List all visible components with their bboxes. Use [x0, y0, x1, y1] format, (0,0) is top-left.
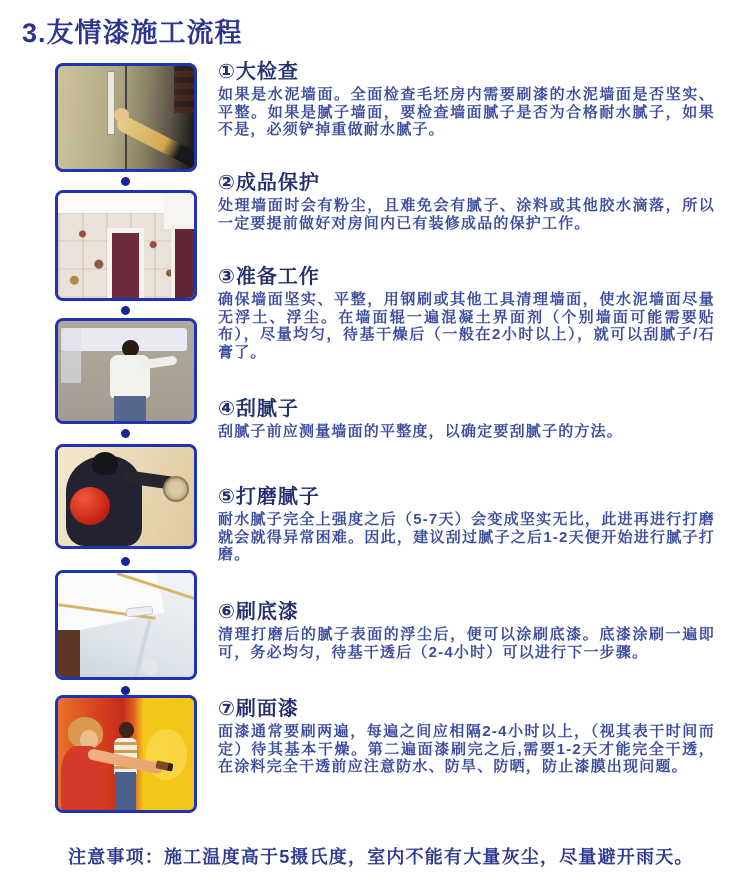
step-2-body: 处理墙面时会有粉尘，且难免会有腻子、涂料或其他胶水滴落，所以一定要提前做好对房间内已有装修成品的保护工作。: [218, 197, 715, 232]
worker-head: [92, 452, 118, 475]
flow-connector-dot: [121, 177, 130, 186]
step-3-heading: ③准备工作: [218, 266, 320, 288]
worker-jeans: [114, 396, 147, 421]
step-5-heading: ⑤打磨腻子: [218, 486, 320, 508]
room-protection-photo: [55, 190, 197, 301]
primer-patch: [61, 328, 81, 383]
step-1-body: 如果是水泥墙面。全面检查毛坯房内需要刷漆的水泥墙面是否坚实、平整。如果是腻子墙面，要检查墙面腻子是否为合格耐水腻子，如果不是，必须铲掉重做耐水腻子。: [218, 86, 715, 139]
flow-connector-dot: [121, 686, 130, 695]
step-7-heading: ⑦刷面漆: [218, 698, 299, 720]
step-4-heading: ④刮腻子: [218, 398, 299, 420]
page-title: 3.友情漆施工流程: [22, 18, 243, 48]
step-7-topcoat: [218, 697, 715, 776]
step-6-body: 清理打磨后的腻子表面的浮尘后，便可以涂刷底漆。底漆涂刷一遍即可，务必均匀，待基干透后（2-4小时）可以进行下一步骤。: [218, 626, 715, 661]
step-7-body: 面漆通常要刷两遍，每遍之间应相隔2-4小时以上，（视其表干时间而定）待其基本干燥。第二遍面漆刷完之后,需要1-2天才能完全干透，在涂料完全干透前应注意防水、防旱、防晒，防止漆膜出现问题。: [218, 723, 715, 776]
worker-hand: [114, 108, 129, 122]
step-4-putty: [218, 397, 715, 441]
step-1-inspection: [218, 60, 715, 139]
flow-connector-dot: [121, 306, 130, 315]
topcoat-painting-photo: [55, 695, 197, 813]
covered-door: [171, 225, 194, 299]
step-5-body: 耐水腻子完全上强度之后（5-7天）会变成坚实无比，此进再进行打磨就会就得异常困难。因此，建议刮过腻子之后1-2天便开始进行腻子打磨。: [218, 511, 715, 564]
sanding-pad: [163, 476, 189, 502]
wall-priming-photo: [55, 318, 197, 424]
step-3-preparation: [218, 265, 715, 361]
covered-door: [107, 228, 144, 298]
brick-shadow-edge: [174, 66, 194, 113]
step-3-body: 确保墙面坚实、平整，用钢刷或其他工具清理墙面，使水泥墙面尽量无浮土、浮尘。在墙面辊一遍混凝土界面剂（个别墙面可能需要贴布），尽量均匀，待基干燥后（一般在2小时以上），就可以刮腻子/石膏了。: [218, 291, 715, 361]
step-2-protection: [218, 171, 715, 232]
bare-wall-corner: [164, 193, 194, 229]
second-painter-head: [119, 722, 134, 738]
step-6-primer: [218, 600, 715, 661]
precautions-note: 注意事项：施工温度高于5摄氏度，室内不能有大量灰尘，尽量避开雨天。: [68, 847, 694, 867]
level-tool: [107, 71, 115, 135]
second-painter-jeans: [115, 772, 135, 810]
step-5-sanding: [218, 485, 715, 564]
red-sander-tank: [70, 487, 110, 525]
dark-doorway: [58, 630, 80, 677]
flow-connector-dot: [121, 557, 130, 566]
ceiling-primer-photo: [55, 570, 197, 680]
flow-connector-dot: [121, 429, 130, 438]
step-6-heading: ⑥刷底漆: [218, 601, 299, 623]
putty-sanding-photo: [55, 444, 197, 549]
step-1-heading: ①大检查: [218, 61, 299, 83]
wall-inspection-photo: [55, 63, 197, 172]
step-2-heading: ②成品保护: [218, 172, 320, 194]
step-4-body: 刮腻子前应测量墙面的平整度，以确定要刮腻子的方法。: [218, 423, 624, 440]
